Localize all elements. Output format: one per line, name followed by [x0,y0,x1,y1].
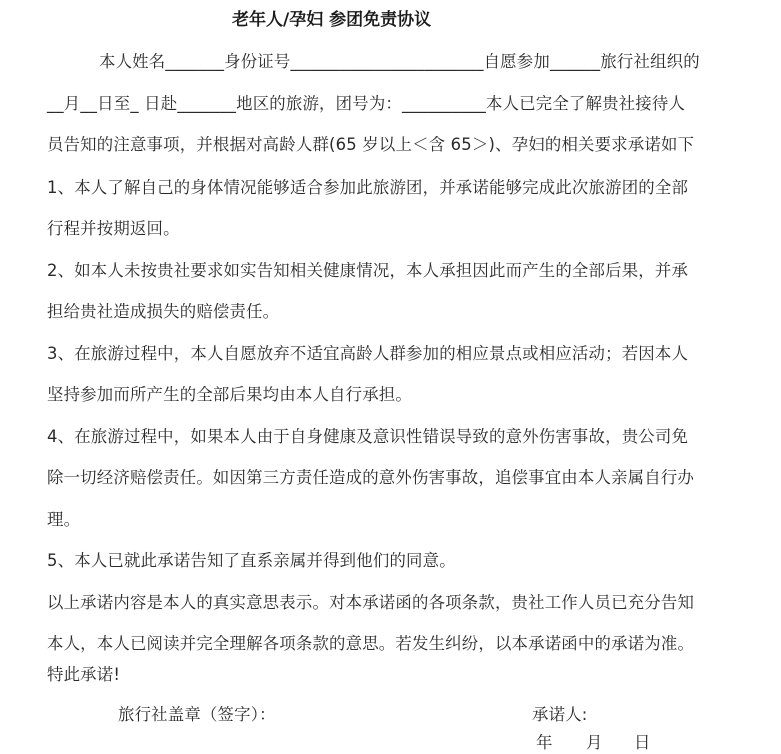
date-month: 月 [586,733,603,752]
text-line: 以上承诺内容是本人的真实意思表示。对本承诺函的各项条款，贵社工作人员已充分告知 [47,593,695,612]
text-line: 本人姓名_______身份证号_______________________自愿参加______旅行社组织的 [99,52,700,71]
text-line: 4、在旅游过程中，如果本人由于自身健康及意识性错误导致的意外伤害事故，贵公司免 [47,427,689,446]
date-year: 年 [536,733,553,752]
page-title: 老年人/孕妇 参团免责协议 [232,10,432,30]
text-line: 2、如本人未按贵社要求如实告知相关健康情况，本人承担因此而产生的全部后果，并承 [47,261,689,280]
text-line: __月__日至_ 日赴_______地区的旅游，团号为：__________本人已完全了解贵社接待人 [47,94,686,113]
agency-seal-label: 旅行社盖章（签字）： [118,705,276,724]
text-line: 本人，本人已阅读并完全理解各项条款的意思。若发生纠纷，以本承诺函中的承诺为准。 [47,634,695,653]
text-line: 特此承诺! [47,665,121,684]
text-line: 担给贵社造成损失的赔偿责任。 [47,302,280,321]
date-day: 日 [634,733,651,752]
date-line [536,732,650,754]
text-line: 5、本人已就此承诺告知了直系亲属并得到他们的同意。 [47,551,456,570]
text-line: 1、本人了解自己的身体情况能够适合参加此旅游团，并承诺能够完成此次旅游团的全部 [47,178,689,197]
promisor-label: 承诺人: [532,705,588,724]
text-line: 除一切经济赔偿责任。如因第三方责任造成的意外伤害事故，追偿事宜由本人亲属自行办 [47,468,695,487]
text-line: 坚持参加而所产生的全部后果均由本人自行承担。 [47,385,412,404]
text-line: 3、在旅游过程中，本人自愿放弃不适宜高龄人群参加的相应景点或相应活动；若因本人 [47,344,689,363]
text-line: 理。 [47,510,81,529]
text-line: 行程并按期返回。 [47,219,180,238]
text-line: 员告知的注意事项，并根据对高龄人群(65 岁以上＜含 65＞)、孕妇的相关要求承诺如下 [47,135,695,154]
